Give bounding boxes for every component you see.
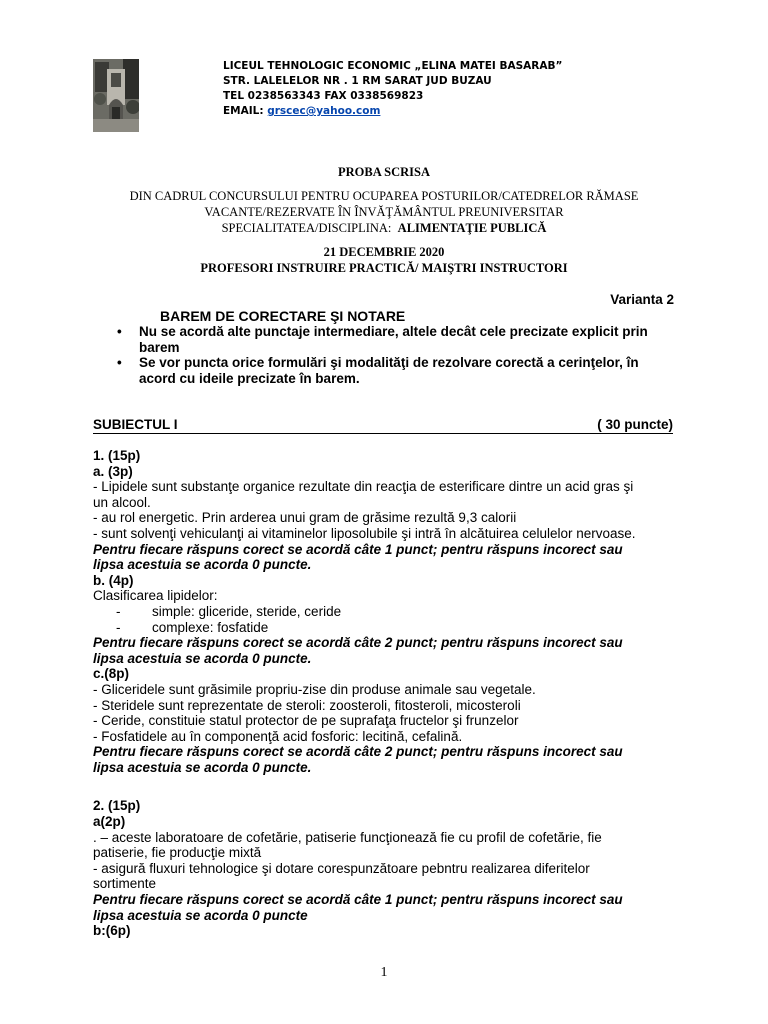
- school-photo: [93, 59, 139, 132]
- q1-b-heading: b. (4p): [93, 572, 134, 588]
- body-content: [93, 448, 636, 939]
- subiect-label: SUBIECTUL I: [93, 417, 178, 432]
- school-address: STR. LALELELOR NR . 1 RM SARAT JUD BUZAU: [223, 75, 492, 87]
- q2-a-line: . – aceste laboratoare de cofetărie, patiserie funcţionează fie cu profil de cofetărie, fie: [93, 829, 602, 845]
- q1-b-intro: Clasificarea lipidelor:: [93, 588, 218, 604]
- q1-a-line: - au rol energetic. Prin arderea unui gram de grăsime rezultă 9,3 calorii: [93, 510, 517, 526]
- discipline-value: ALIMENTAŢIE PUBLICĂ: [397, 221, 547, 235]
- bullet-dot-icon: •: [117, 355, 122, 371]
- school-phone: TEL 0238563343 FAX 0338569823: [223, 90, 424, 102]
- q2-a-line: patiserie, fie producţie mixtă: [93, 845, 262, 861]
- subiect-points: ( 30 puncte): [597, 417, 673, 432]
- bullet-item: • Se vor puncta orice formulări şi modalităţi de rezolvare corectă a cerinţelor, în acord cu ideile precizate în barem.: [117, 355, 639, 386]
- q2-a-line: sortimente: [93, 876, 157, 892]
- q1-a-line: - Lipidele sunt substanţe organice rezultate din reacţia de esterificare dintre un acid gras şi: [93, 479, 634, 495]
- email-label: EMAIL:: [223, 105, 268, 117]
- dash-icon: -: [116, 619, 121, 635]
- q2-a-heading: a(2p): [93, 814, 126, 830]
- q1-a-note: Pentru fiecare răspuns corect se acordă câte 1 punct; pentru răspuns incorect sau: [93, 541, 623, 557]
- school-name: LICEUL TEHNOLOGIC ECONOMIC „ELINA MATEI BASARAB”: [223, 60, 563, 72]
- q1-a-heading: a. (3p): [93, 463, 133, 479]
- spacer: [93, 775, 636, 798]
- profesori-title: PROFESORI INSTRUIRE PRACTICĂ/ MAIŞTRI INSTRUCTORI: [200, 261, 568, 275]
- q1-c-line: - Fosfatidele au în componenţă acid fosforic: lecitină, cefalină.: [93, 728, 463, 744]
- q1-c-note: lipsa acestuia se acorda 0 puncte.: [93, 759, 312, 775]
- title-line-3: [0, 220, 768, 236]
- q1-b-note: Pentru fiecare răspuns corect se acordă câte 2 punct; pentru răspuns incorect sau: [93, 635, 623, 651]
- school-email-line: [223, 104, 562, 119]
- q2-a-note: lipsa acestuia se acorda 0 puncte: [93, 907, 308, 923]
- dash-icon: -: [116, 603, 121, 619]
- q1-heading: 1. (15p): [93, 448, 141, 463]
- bullet-list: [117, 324, 648, 386]
- q1-a-line: - sunt solvenţi vehiculanţi ai vitaminelor liposolubile şi intră în alcătuirea celulelor nervoase.: [93, 525, 636, 541]
- page-number: 1: [380, 965, 388, 980]
- q1-c-line: - Steridele sunt reprezentate de steroli: zoosteroli, fitosteroli, micosteroli: [93, 697, 521, 713]
- title-line-1: DIN CADRUL CONCURSULUI PENTRU OCUPAREA POSTURILOR/CATEDRELOR RĂMASE: [129, 189, 639, 203]
- q2-a-note: Pentru fiecare răspuns corect se acordă câte 1 punct; pentru răspuns incorect sau: [93, 892, 623, 908]
- subiect-header: [93, 417, 673, 434]
- discipline-label: SPECIALITATEA/DISCIPLINA:: [221, 221, 392, 235]
- q1-c-heading: c.(8p): [93, 666, 130, 682]
- building-image: [93, 59, 139, 132]
- barem-title: BAREM DE CORECTARE ŞI NOTARE: [160, 308, 406, 324]
- q2-heading: 2. (15p): [93, 798, 141, 814]
- q2-b-heading: b:(6p): [93, 923, 131, 939]
- title-line-2: VACANTE/REZERVATE ÎN ÎNVĂŢĂMÂNTUL PREUNIVERSITAR: [204, 205, 564, 219]
- bullet-item: • Nu se acordă alte punctaje intermediare, altele decât cele precizate explicit prin barem: [117, 324, 648, 355]
- q1-b-item: - simple: gliceride, steride, ceride: [116, 603, 342, 619]
- q1-c-line: - Gliceridele sunt grăsimile propriu-zise din produse animale sau vegetale.: [93, 681, 536, 697]
- proba-title: PROBA SCRISA: [337, 165, 431, 179]
- bullet-dot-icon: •: [117, 324, 122, 339]
- email-link[interactable]: grscec@yahoo.com: [267, 105, 381, 117]
- q2-a-line: - asigură fluxuri tehnologice şi dotare corespunzătoare pebntru realizarea diferitelor: [93, 860, 590, 876]
- q1-c-note: Pentru fiecare răspuns corect se acordă câte 2 punct; pentru răspuns incorect sau: [93, 744, 623, 760]
- q1-a-line: un alcool.: [93, 494, 151, 510]
- q1-c-line: - Ceride, constituie statul protector de pe suprafaţa fructelor şi frunzelor: [93, 713, 519, 729]
- q1-b-item: - complexe: fosfatide: [116, 619, 269, 635]
- varianta-label: Varianta 2: [610, 292, 674, 307]
- q1-b-note: lipsa acestuia se acorda 0 puncte.: [93, 650, 312, 666]
- exam-date: 21 DECEMBRIE 2020: [323, 245, 445, 259]
- q1-a-note: lipsa acestuia se acorda 0 puncte.: [93, 557, 312, 573]
- school-header: [223, 59, 562, 119]
